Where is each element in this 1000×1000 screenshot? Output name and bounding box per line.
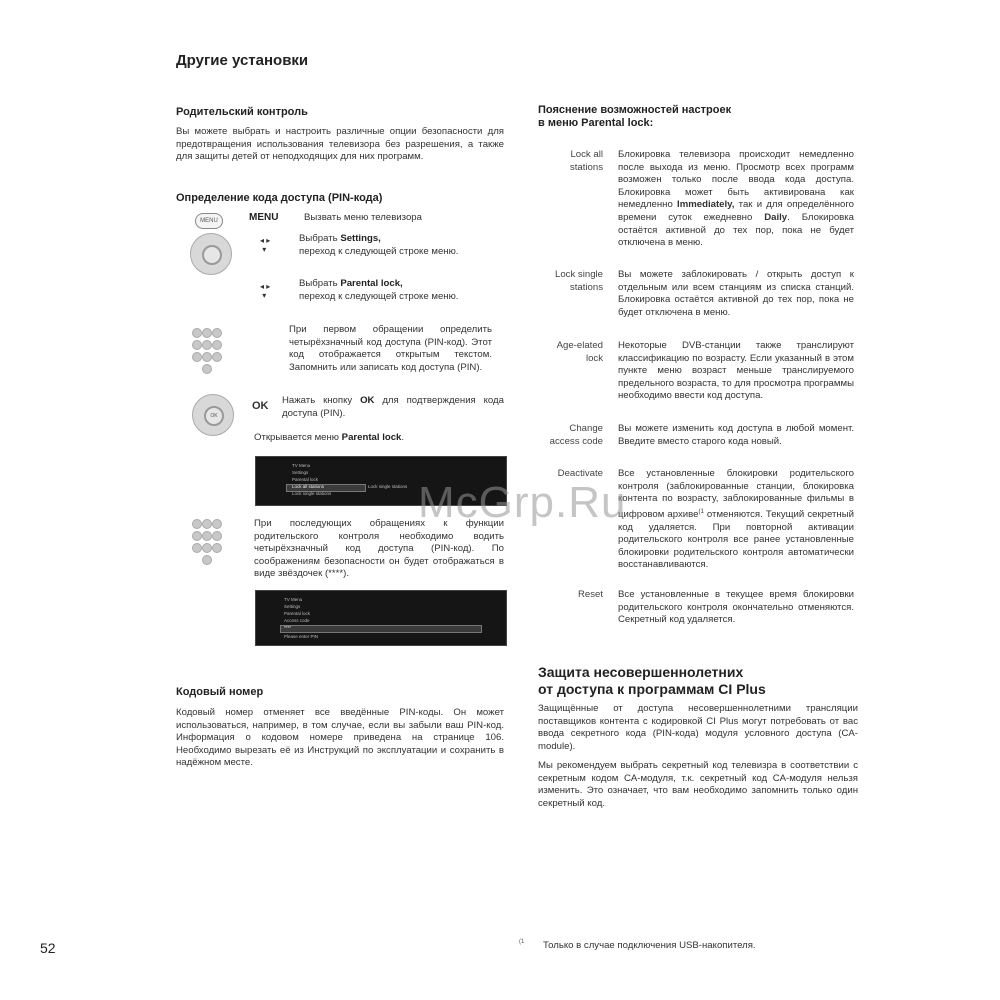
ci-text-1: Защищённые от доступа несовершеннолетними трансляции поставщиков контента с кодировкой CI Plus могут потребовать от вас ввода секретного кода (PIN-кода) модуля условного доступа (CA-module). <box>538 703 858 752</box>
option-desc-deactivate: Все установленные блокировки родительского контроля (заблокированные станции, блокировка контента по возрасту, заблокированные фильмы в цифровом архиве$^{(1}$ отменяются. Текущий секретный код удаляется. При повторной активации родительского контроля все ранее установленные блокировки родительского контроля автоматически восстанавливаются. <box>618 468 854 571</box>
watermark: McGrp.Ru <box>418 478 627 527</box>
menu-step-text: Вызвать меню телевизора <box>304 212 422 223</box>
step-subsequent-pin: При последующих обращениях к функции родительского контроля необходимо водить четырёхзначный код доступа (PIN-код). По соображениям безопасности он будет отображаться в виде звёздочек (****). <box>254 518 504 580</box>
option-desc-change-code: Вы можете изменить код доступа в любой момент. Введите вместо старого кода новый. <box>618 423 854 447</box>
option-label-deactivate: Deactivate <box>557 468 603 479</box>
step-settings: Выбрать Settings, переход к следующей строке меню. <box>299 233 459 257</box>
ci-heading: Защита несовершеннолетних от доступа к программам CI Plus <box>538 664 766 697</box>
page-number: 52 <box>40 940 56 956</box>
option-label-lock-all: Lock all stations <box>569 149 603 173</box>
menu-key-label: MENU <box>249 212 279 223</box>
option-desc-reset: Все установленные в текущее время блокировки родительского контроля окончательно отменяются. Секретный код удаляется. <box>618 589 854 626</box>
code-text: Кодовый номер отменяет все введённые PIN-коды. Он может использоваться, например, в том случае, если вы забыли ваш PIN-код. Информация о кодовом номере приведена на странице 106. Необходимо вырезать её из Инструкций по эксплуатации и сохранить в надёжном месте. <box>176 707 504 769</box>
option-label-age-lock: Age-elated lock <box>556 340 603 364</box>
number-keypad-icon <box>192 328 222 374</box>
option-label-lock-single: Lock single stations <box>555 269 603 293</box>
option-desc-lock-single: Вы можете заблокировать / открыть доступ к отдельным или всем станциям из списка станций. Блокировка остаётся активной до тех пор, пока не будет отключена в меню. <box>618 269 854 318</box>
tv-menu-screenshot-2: TV Menu Settings Parental lock Access code **** Please enter PIN <box>255 590 507 646</box>
parental-heading: Родительский контроль <box>176 106 308 118</box>
option-label-change-code: Change access code <box>549 423 603 447</box>
tv-menu-screenshot-1: TV Menu Settings Parental lock Lock all stations Lock single stations Lock single stations <box>255 456 507 506</box>
option-desc-lock-all: Блокировка телевизора происходит немедленно после выхода из меню. Просмотр всех программ возможен только после ввода кода доступа. Блокировка может быть активирована как немедленно Immediately, так и для определённого времени суток ежедневно Daily. Блокировка остаётся активной до тех пор, пока не будет отключена в меню. <box>618 149 855 249</box>
code-heading: Кодовый номер <box>176 686 264 698</box>
ok-button-icon: OK <box>192 394 234 436</box>
options-heading: Пояснение возможностей настроек в меню Parental lock: <box>538 104 732 129</box>
ci-text-2: Мы рекомендуем выбрать секретный код телевизра в соответствии с секретным кодом CA-модуля, т.к. секретный код CA-модуля нельзя изменить. Это означает, что вам необходимо запомнить только один секретный код. <box>538 760 858 809</box>
opens-parental-menu: Открывается меню Parental lock. <box>254 432 405 443</box>
arrow-keys-icon: ◂ ▸ ▾ <box>260 236 271 254</box>
footnote-mark: (1 <box>519 939 525 945</box>
footnote-text: Только в случае подключения USB-накопителя. <box>543 940 756 951</box>
number-keypad-icon-2 <box>192 519 222 565</box>
remote-dpad-icon <box>190 233 232 275</box>
pin-heading: Определение кода доступа (PIN-кода) <box>176 192 383 204</box>
step-ok: Нажать кнопку OK для подтверждения кода доступа (PIN). <box>282 395 504 419</box>
step-parental-lock: Выбрать Parental lock, переход к следующей строке меню. <box>299 278 459 302</box>
page-title: Другие установки <box>176 52 309 69</box>
ok-key-label: OK <box>252 400 269 412</box>
parental-text: Вы можете выбрать и настроить различные опции безопасности для предотвращения использования телевизора без разрешения, а также для защиты детей от неподходящих для них программ. <box>176 126 504 163</box>
option-desc-age-lock: Некоторые DVB-станции также транслируют классификацию по возрасту. Если указанный в этом пункте меню возраст меньше транслируемого предельного возраста, то для просмотра программы необходимо ввести код доступа. <box>618 340 854 402</box>
arrow-keys-icon-2: ◂ ▸ ▾ <box>260 282 271 300</box>
menu-button-icon: MENU <box>195 213 223 229</box>
option-label-reset: Reset <box>577 589 603 600</box>
step-first-pin: При первом обращении определить четырёхзначный код доступа (PIN-код). Этот код отображается открытым текстом. Запомнить или записать код доступа (PIN). <box>289 324 492 373</box>
